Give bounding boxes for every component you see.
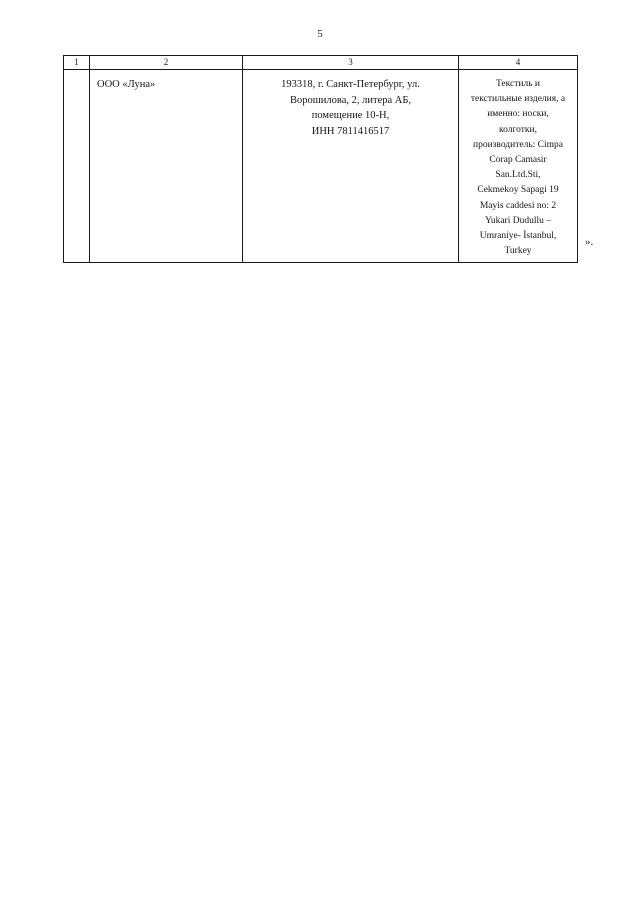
goods-line: Umraniye- İstanbul, <box>479 231 557 242</box>
goods-line: Mayis caddesi no: 2 <box>479 200 557 211</box>
cell-index-text <box>64 70 89 81</box>
cell-address <box>243 70 459 263</box>
address-line: помещение 10-Н, <box>311 110 390 121</box>
table-row <box>64 70 578 263</box>
goods-line: именно: носки, <box>487 109 549 120</box>
cell-organization-text: ООО «Луна» <box>97 79 156 90</box>
column-number-3: 3 <box>243 56 459 70</box>
address-line: Ворошилова, 2, литера АБ, <box>289 94 412 106</box>
cell-index <box>64 70 90 263</box>
goods-line: Cekmekoy Sapagi 19 <box>477 185 559 196</box>
column-number-4: 4 <box>459 56 578 70</box>
table-header-row <box>64 56 578 70</box>
column-number-1: 1 <box>64 56 90 70</box>
closing-quotation-mark: ». <box>585 236 594 248</box>
cell-address-text <box>243 70 458 143</box>
cell-goods <box>459 70 578 263</box>
goods-line: Turkey <box>504 246 532 257</box>
goods-line: Yukari Dudullu – <box>485 215 551 226</box>
page-number: 5 <box>317 28 323 40</box>
goods-line: колготки, <box>498 124 537 135</box>
goods-line: Текстиль и <box>495 79 541 89</box>
column-number-2: 2 <box>90 56 243 70</box>
goods-line: San.Ltd.Sti, <box>495 170 541 181</box>
registry-table <box>63 55 578 263</box>
goods-line: текстильные изделия, а <box>470 94 566 105</box>
address-line: ИНН 7811416517 <box>311 125 390 137</box>
cell-goods-text <box>459 70 577 262</box>
goods-line: производитель: Cimpa <box>472 139 564 150</box>
address-line: 193318, г. Санкт-Петербург, ул. <box>281 79 420 90</box>
cell-organization <box>90 70 243 263</box>
goods-line: Corap Camasir <box>489 155 547 166</box>
